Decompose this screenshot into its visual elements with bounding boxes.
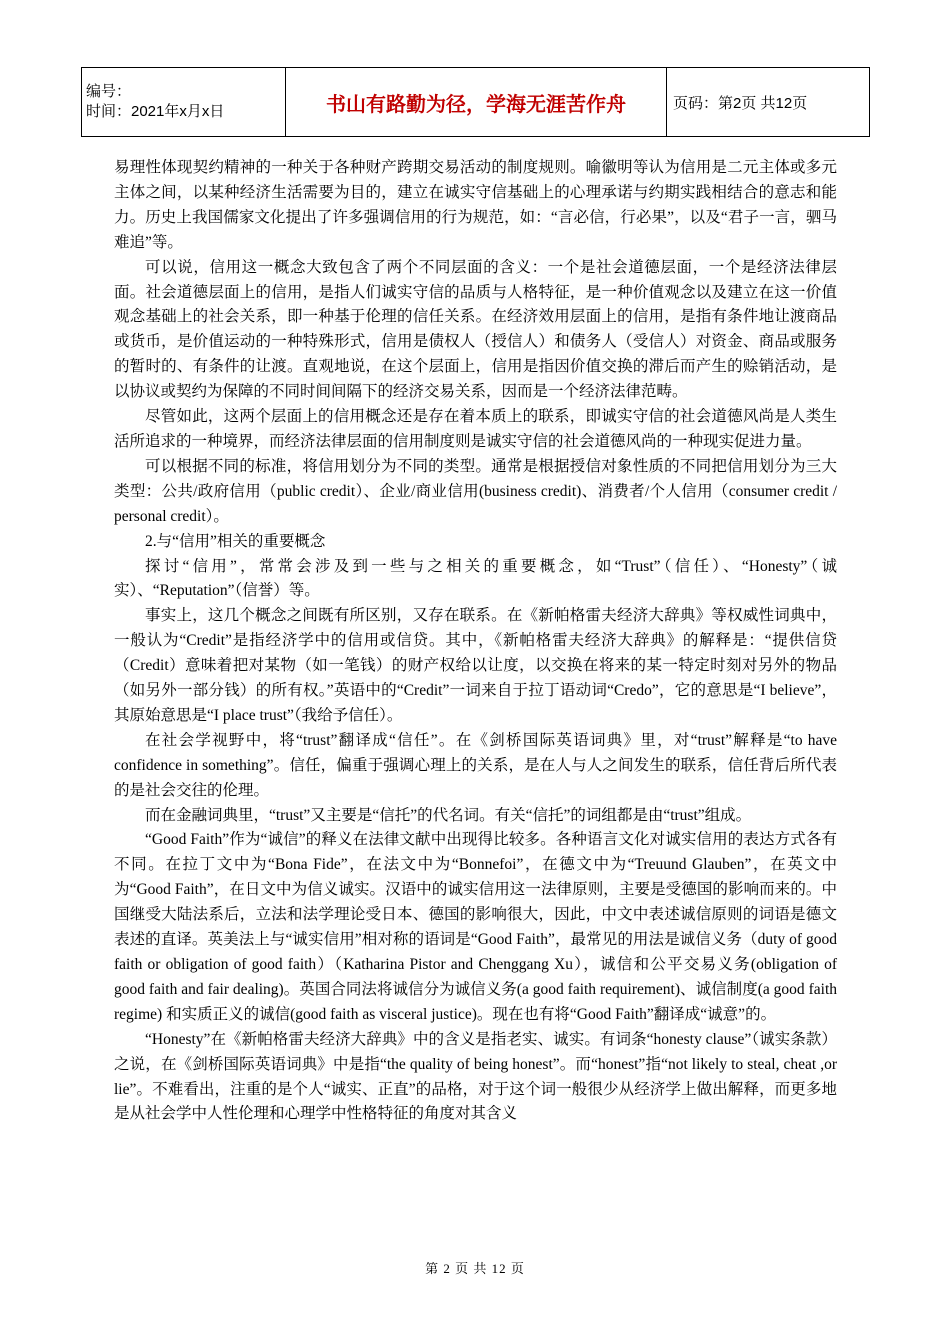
paragraph: 探讨“信用”，常常会涉及到一些与之相关的重要概念，如“Trust”（信任）、“Honesty”（诚实）、“Reputation”（信誉）等。 — [114, 557, 837, 600]
document-header — [81, 67, 870, 137]
paragraph: 而在金融词典里，“trust”又主要是“信托”的代名词。有关“信托”的词组都是由“trust”组成。 — [145, 806, 752, 824]
paragraph: “Good Faith”作为“诚信”的释义在法律文献中出现得比较多。各种语言文化对诚实信用的表达方式各有不同。在拉丁文中为“Bona Fide”，在法文中为“Bonnefoi”，在德文中为“Treuund Glauben”，在英文中为“Good Faith”，在日文中为信义诚实。汉语中的诚实信用这一法律原则，主要是受德国的影响而来的。中国继受大陆法系后，立法和法学理论受日本、德国的影响很大，因此，中文中表述诚信原则的词语是德文表述的直译。英美法上与“诚实信用”相对称的语词是“Good Faith”，最常见的用法是诚信义务（duty of good faith or obligation of good faith）（Katharina Pistor and Chenggang Xu），诚信和公平交易义务(obligation of good faith and fair dealing)。英国合同法将诚信分为诚信义务(a good faith requirement)、诚信制度(a good faith regime) 和实质正义的诚信(good faith as visceral justice)。现在也有将“Good Faith”翻译成“诚意”的。 — [114, 831, 837, 1023]
paragraph: 可以根据不同的标准，将信用划分为不同的类型。通常是根据授信对象性质的不同把信用划分为三大类型：公共/政府信用（public credit）、企业/商业信用(business credit)、消费者/个人信用（consumer credit / personal credit）。 — [114, 457, 837, 525]
header-meta — [82, 68, 286, 137]
document-time-label: 时间：2021年x月x日 — [86, 103, 225, 120]
section-heading: 2.与“信用”相关的重要概念 — [145, 532, 326, 550]
document-body — [114, 156, 837, 1127]
page-footer: 第 2 页 共 12 页 — [425, 1261, 525, 1276]
paragraph: 尽管如此，这两个层面上的信用概念还是存在着本质上的联系，即诚实守信的社会道德风尚是人类生活所追求的一种境界，而经济法律层面的信用制度则是诚实守信的社会道德风尚的一种现实促进力量。 — [114, 408, 837, 450]
paragraph: 在社会学视野中，将“trust”翻译成“信任”。在《剑桥国际英语词典》里，对“trust”解释是“to have confidence in something”。信任，偏重于强调心理上的关系，是在人与人之间发生的联系，信任背后所代表的是社会交往的伦理。 — [114, 731, 837, 799]
paragraph: “Honesty”在《新帕格雷夫经济大辞典》中的含义是指老实、诚实。有词条“honesty clause”（诚实条款）之说，在《剑桥国际英语词典》中是指“the quality of being honest”。而“honest”指“not likely to steal, cheat ,or lie”。不难看出，注重的是个人“诚实、正直”的品格，对于这个词一般很少从经济学上做出解释，而更多地是从社会学中人性伦理和心理学中性格特征的角度对其含义 — [114, 1030, 837, 1123]
header-motto: 书山有路勤为径，学海无涯苦作舟 — [286, 68, 667, 137]
paragraph: 易理性体现契约精神的一种关于各种财产跨期交易活动的制度规则。喻徽明等认为信用是二元主体或多元主体之间，以某种经济生活需要为目的，建立在诚实守信基础上的心理承诺与约期实践相结合的意志和能力。历史上我国儒家文化提出了许多强调信用的行为规范，如：“言必信，行必果”，以及“君子一言，驷马难追”等。 — [114, 159, 837, 251]
header-page-number: 页码：第2页 共12页 — [667, 68, 870, 137]
paragraph: 可以说，信用这一概念大致包含了两个不同层面的含义：一个是社会道德层面，一个是经济法律层面。社会道德层面上的信用，是指人们诚实守信的品质与人格特征，是一种价值观念以及建立在这一价值观念基础上的社会关系，即一种基于伦理的信任关系。在经济效用层面上的信用，是指有条件地让渡商品或货币，是价值运动的一种特殊形式，信用是债权人（授信人）和债务人（受信人）对资金、商品或服务的暂时的、有条件的让渡。直观地说，在这个层面上，信用是指因价值交换的滞后而产生的赊销活动，是以协议或契约为保障的不同时间间隔下的经济交易关系，因而是一个经济法律范畴。 — [114, 258, 837, 401]
paragraph: 事实上，这几个概念之间既有所区别，又存在联系。在《新帕格雷夫经济大辞典》等权威性词典中，一般认为“Credit”是指经济学中的信用或信贷。其中，《新帕格雷夫经济大辞典》的解释是：“提供信贷（Credit）意味着把对某物（如一笔钱）的财产权给以让度，以交换在将来的某一特定时刻对另外的物品（如另外一部分钱）的所有权。”英语中的“Credit”一词来自于拉丁语动词“Credo”，它的意思是“I believe”，其原始意思是“I place trust”（我给予信任）。 — [114, 607, 837, 724]
document-number-label: 编号： — [86, 83, 132, 100]
